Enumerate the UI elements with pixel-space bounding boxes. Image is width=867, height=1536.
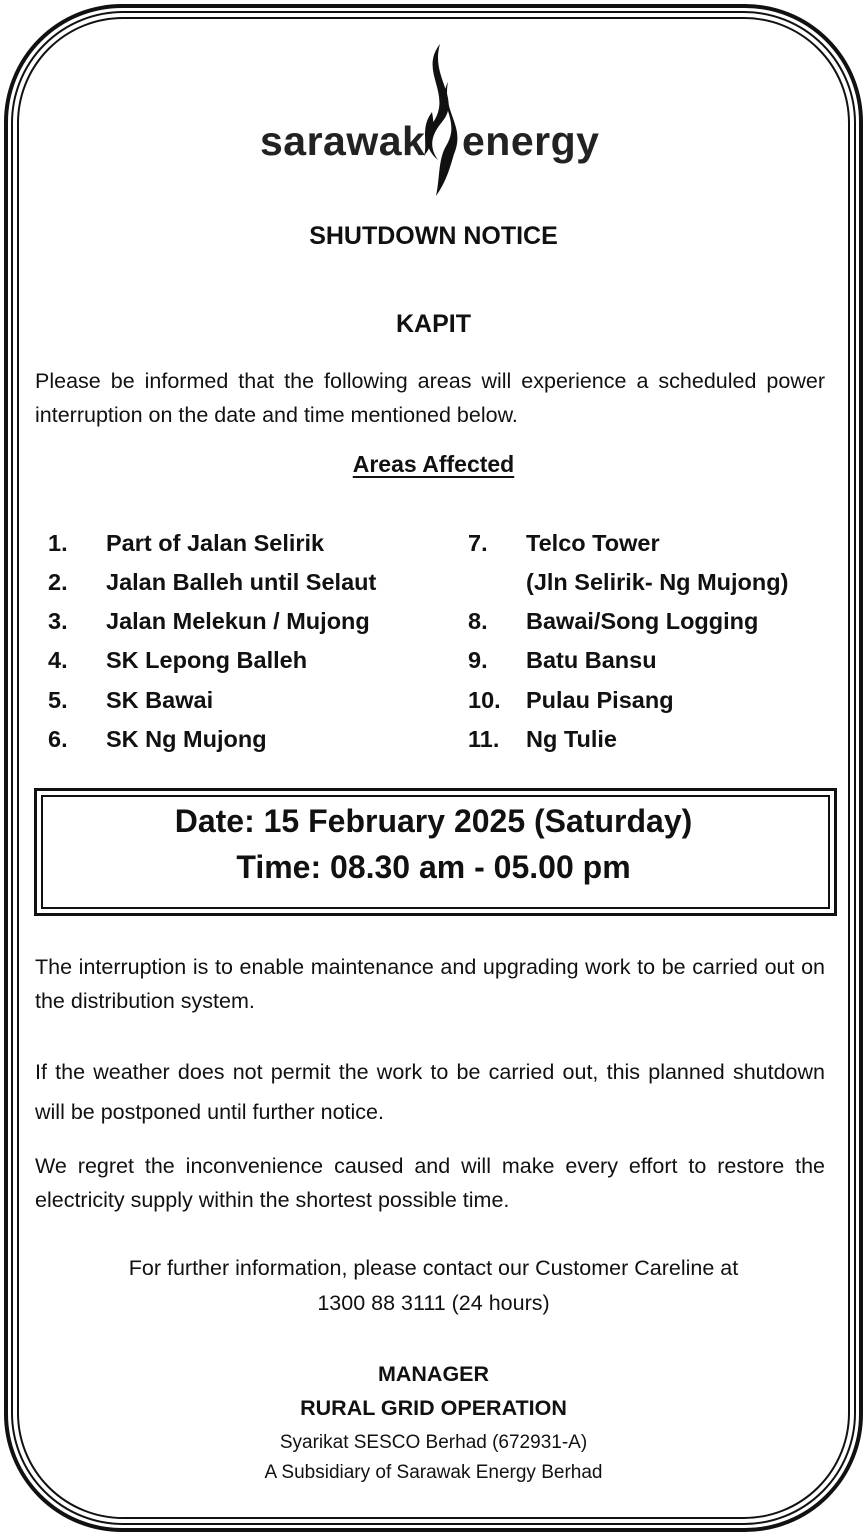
logo-word-right: energy bbox=[462, 118, 600, 164]
maintenance-paragraph: The interruption is to enable maintenance and upgrading work to be carried out on the distribution system. bbox=[35, 955, 825, 1013]
notice-title: SHUTDOWN NOTICE bbox=[309, 222, 558, 250]
signature-department: RURAL GRID OPERATION bbox=[300, 1396, 567, 1420]
careline-number: 1300 88 3111 (24 hours) bbox=[317, 1291, 550, 1315]
schedule-date: Date: 15 February 2025 (Saturday) bbox=[174, 803, 693, 839]
flame-icon bbox=[410, 42, 470, 198]
signature-title: MANAGER bbox=[377, 1362, 490, 1386]
contact-line: For further information, please contact our Customer Careline at bbox=[128, 1256, 739, 1280]
intro-paragraph: Please be informed that the following areas will experience a scheduled power interruption on the date and time mentioned below. bbox=[35, 369, 825, 427]
weather-paragraph: If the weather does not permit the work to be carried out, this planned shutdown will be postponed until further notice. bbox=[35, 1060, 825, 1124]
areas-affected-heading: Areas Affected bbox=[352, 451, 515, 477]
company-name: Syarikat SESCO Berhad (672931-A) bbox=[279, 1432, 588, 1453]
logo-word-left: sarawak bbox=[260, 118, 426, 164]
location-title: KAPIT bbox=[396, 310, 471, 338]
subsidiary-line: A Subsidiary of Sarawak Energy Berhad bbox=[264, 1462, 603, 1483]
schedule-time: Time: 08.30 am - 05.00 pm bbox=[236, 849, 631, 885]
regret-paragraph: We regret the inconvenience caused and will make every effort to restore the electricity supply within the shortest possible time. bbox=[35, 1154, 825, 1212]
